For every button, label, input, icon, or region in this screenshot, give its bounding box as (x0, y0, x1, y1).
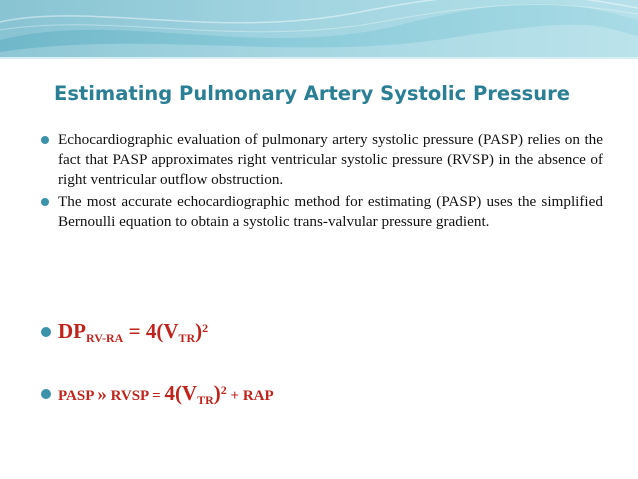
formula-close-paren: ) (195, 319, 203, 343)
bullet-text: Echocardiographic evaluation of pulmonary artery systolic pressure (PASP) relies on the fact that PASP approximates right ventricular systolic pressure (RVSP) in the absence of right ventricular outflow obstruction. (58, 131, 603, 188)
formula-exponent: 2 (220, 383, 227, 397)
formula-pressure-gradient (40, 318, 208, 344)
formula-lhs-subscript: RV-RA (86, 331, 124, 345)
bullet-dot-icon (41, 327, 51, 337)
formula-exponent: 2 (202, 321, 209, 335)
formula-rap-term: + RAP (226, 388, 274, 404)
formula-approx-symbol: » (97, 384, 107, 405)
formula-velocity-term: 4(V (164, 381, 198, 405)
bullet-item (40, 192, 603, 232)
slide-title: Estimating Pulmonary Artery Systolic Pressure (54, 82, 571, 105)
header-band (0, 0, 638, 58)
formula-velocity-subscript: TR (178, 331, 196, 345)
bullet-item (40, 130, 603, 190)
bullet-list (40, 130, 603, 234)
formula-pasp-label: PASP (58, 388, 98, 404)
header-wave-decoration (0, 0, 638, 58)
formula-equals: = 4(V (123, 319, 179, 343)
bullet-dot-icon (41, 389, 51, 399)
formula-rvsp-label: RVSP = (106, 388, 165, 404)
formula-pasp (40, 380, 274, 409)
bullet-dot-icon (41, 136, 49, 144)
formula-lhs: DP (58, 319, 86, 343)
formula-velocity-subscript: TR (197, 393, 214, 407)
bullet-dot-icon (41, 198, 49, 206)
formula-close-paren: ) (213, 381, 221, 405)
bullet-text: The most accurate echocardiographic method for estimating (PASP) uses the simplified Bernoulli equation to obtain a systolic trans-valvular pressure gradient. (58, 193, 603, 230)
header-divider (0, 57, 638, 59)
